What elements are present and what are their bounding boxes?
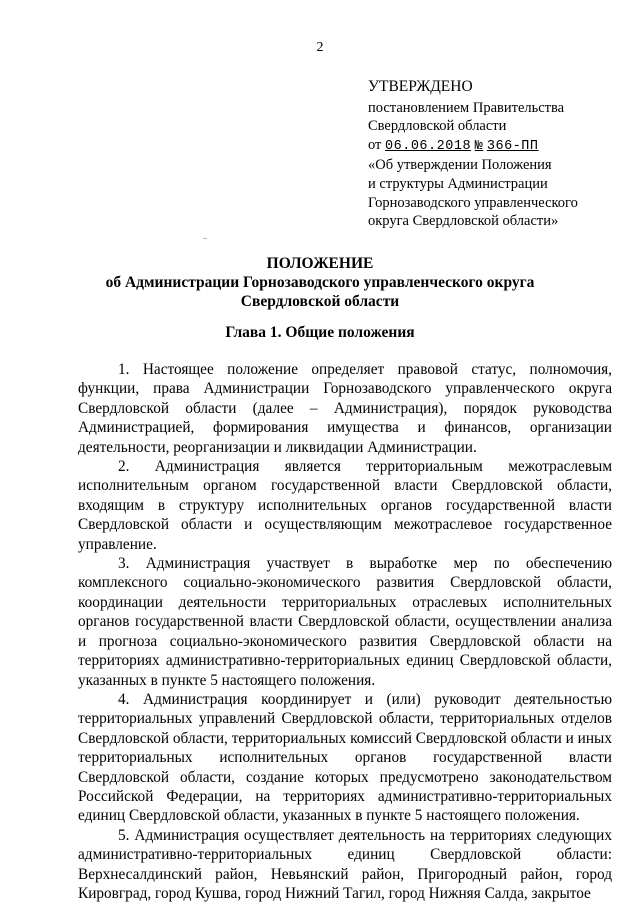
document-title: ПОЛОЖЕНИЕ	[266, 255, 374, 272]
approval-line: постановлением Правительства	[368, 99, 565, 116]
approval-date-line	[368, 136, 628, 157]
approval-date-prefix: от	[368, 136, 382, 153]
paragraph: 5. Администрация осуществляет деятельность на территориях следующих административно-территориальных единиц Свердловской области: Верхнесалдинский район, Невьянский район, Пригородный район, город Кировград, город Кушва, город Нижний Тагил, город Нижняя Салда, закрытое	[78, 826, 612, 902]
approval-line: «Об утверждении Положения	[368, 157, 552, 174]
page-number: 2	[316, 40, 324, 55]
document-body	[78, 360, 612, 903]
scan-speck	[203, 238, 207, 239]
paragraph: 1. Настоящее положение определяет правовой статус, полномочия, функции, права Администрации Горнозаводского управленческого округа Свердловской области (далее – Администрация), порядок руководства Администрацией, формирования имущества и финансов, организации деятельности, реорганизации и ликвидации Администрации.	[78, 361, 612, 456]
approval-number-sign: №	[474, 138, 484, 154]
approval-line: округа Свердловской области»	[368, 213, 559, 230]
approval-line: Горнозаводского управленческого	[368, 194, 578, 211]
approval-line: Свердловской области	[368, 118, 507, 135]
paragraph: 2. Администрация является территориальным межотраслевым исполнительным органом государственной власти Свердловской области, входящим в структуру исполнительных органов государственной власти Свердловской области и осуществляющим межотраслевое государственное управление.	[78, 458, 612, 553]
document-subtitle: об Администрации Горнозаводского управленческого округа	[105, 274, 535, 291]
approval-date: 06.06.2018	[385, 138, 472, 154]
chapter-title: Глава 1. Общие положения	[225, 324, 415, 341]
approval-line: и структуры Администрации	[368, 175, 548, 192]
approval-block	[368, 78, 628, 231]
approval-number: 366-ПП	[486, 138, 539, 154]
paragraph: 4. Администрация координирует и (или) руководит деятельностью территориальных управлений Свердловской области, территориальных отделов Свердловской области, территориальных комиссий Свердловской области и иных территориальных исполнительных органов государственной власти Свердловской области, создание которых предусмотрено законодательством Российской Федерации, на территориях административно-территориальных единиц Свердловской области, указанных в пункте 5 настоящего положения.	[78, 690, 612, 825]
paragraph: 3. Администрация участвует в выработке мер по обеспечению комплексного социально-экономического развития Свердловской области, координации деятельности территориальных отраслевых исполнительных органов государственной власти Свердловской области, осуществлении анализа и прогноза социально-экономического развития Свердловской области на территориях административно-территориальных единиц Свердловской области, указанных в пункте 5 настоящего положения.	[78, 555, 612, 689]
approval-title: УТВЕРЖДЕНО	[368, 78, 473, 95]
document-subtitle: Свердловской области	[240, 293, 400, 310]
